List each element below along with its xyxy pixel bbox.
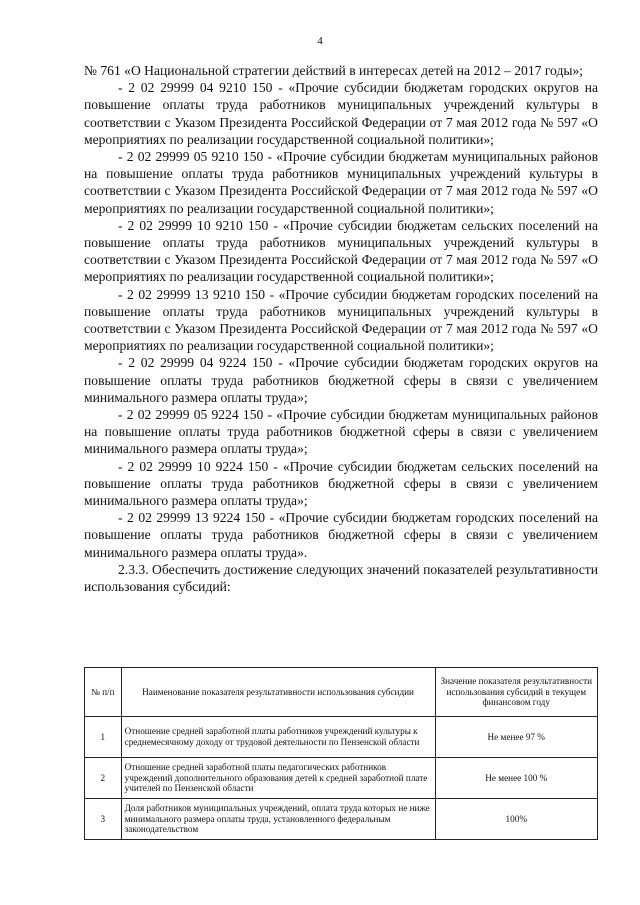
indicators-table	[84, 667, 598, 840]
list-item: - 2 02 29999 05 9224 150 - «Прочие субсидии бюджетам муниципальных районов на повышение оплаты труда работников бюджетной сферы в связи с увеличением минимального размера оплаты труда»;	[84, 407, 598, 457]
list-item: - 2 02 29999 04 9224 150 - «Прочие субсидии бюджетам городских округов на повышение оплаты труда работников бюджетной сферы в связи с увеличением минимального размера оплаты труда»;	[84, 355, 598, 405]
table-row	[85, 799, 598, 840]
table-row	[85, 717, 598, 758]
document-body	[84, 62, 598, 595]
list-item: - 2 02 29999 10 9224 150 - «Прочие субсидии бюджетам сельских поселений на повышение оплаты труда работников бюджетной сферы в связи с увеличением минимального размера оплаты труда»;	[84, 458, 598, 509]
header-name: Наименование показателя результативности использования субсидии	[121, 668, 435, 717]
section-heading-2-3-3: 2.3.3. Обеспечить достижение следующих значений показателей результативности использования субсидий:	[84, 561, 598, 595]
row-num: 2	[85, 758, 122, 799]
row-name: Доля работников муниципальных учреждений, оплата труда которых не ниже минимального размера оплаты труда, установленного федеральным законодательством	[121, 799, 435, 840]
row-num: 3	[85, 799, 122, 840]
row-name: Отношение средней заработной платы педагогических работников учреждений дополнительного образования детей к средней заработной плате учителей по Пензенской области	[121, 758, 435, 799]
header-num: № п/п	[85, 668, 122, 717]
indicators-table-container	[84, 667, 598, 840]
row-name: Отношение средней заработной платы работников учреждений культуры к среднемесячному доходу от трудовой деятельности по Пензенской области	[121, 717, 435, 758]
table-header-row	[85, 668, 598, 717]
list-item: - 2 02 29999 13 9224 150 - «Прочие субсидии бюджетам городских поселений на повышение оплаты труда работников бюджетной сферы в связи с увеличением минимального размера оплаты труда».	[84, 510, 598, 560]
paragraph-continuation: № 761 «О Национальной стратегии действий в интересах детей на 2012 – 2017 годы»;	[84, 63, 584, 78]
header-value: Значение показателя результативности использования субсидий в текущем финансовом году	[435, 668, 597, 717]
list-item: - 2 02 29999 04 9210 150 - «Прочие субсидии бюджетам городских округов на повышение оплаты труда работников муниципальных учреждений культуры в соответствии с Указом Президента Российской Федерации от 7 мая 2012 года № 597 «О мероприятиях по реализации государственной социальной политики»;	[84, 80, 598, 147]
row-num: 1	[85, 717, 122, 758]
row-value: 100%	[435, 799, 597, 840]
row-value: Не менее 100 %	[435, 758, 597, 799]
list-item: - 2 02 29999 10 9210 150 - «Прочие субсидии бюджетам сельских поселений на повышение оплаты труда работников муниципальных учреждений культуры в соответствии с Указом Президента Российской Федерации от 7 мая 2012 года № 597 «О мероприятиях по реализации государственной социальной политики»;	[84, 217, 598, 285]
list-item: - 2 02 29999 05 9210 150 - «Прочие субсидии бюджетам муниципальных районов на повышение оплаты труда работников муниципальных учреждений культуры в соответствии с Указом Президента Российской Федерации от 7 мая 2012 года № 597 «О мероприятиях по реализации государственной социальной политики»;	[84, 149, 598, 216]
table-row	[85, 758, 598, 799]
list-item: - 2 02 29999 13 9210 150 - «Прочие субсидии бюджетам городских поселений на повышение оплаты труда работников муниципальных учреждений культуры в соответствии с Указом Президента Российской Федерации от 7 мая 2012 года № 597 «О мероприятиях по реализации государственной социальной политики»;	[84, 286, 598, 354]
page-number: 4	[317, 35, 323, 47]
row-value: Не менее 97 %	[435, 717, 597, 758]
